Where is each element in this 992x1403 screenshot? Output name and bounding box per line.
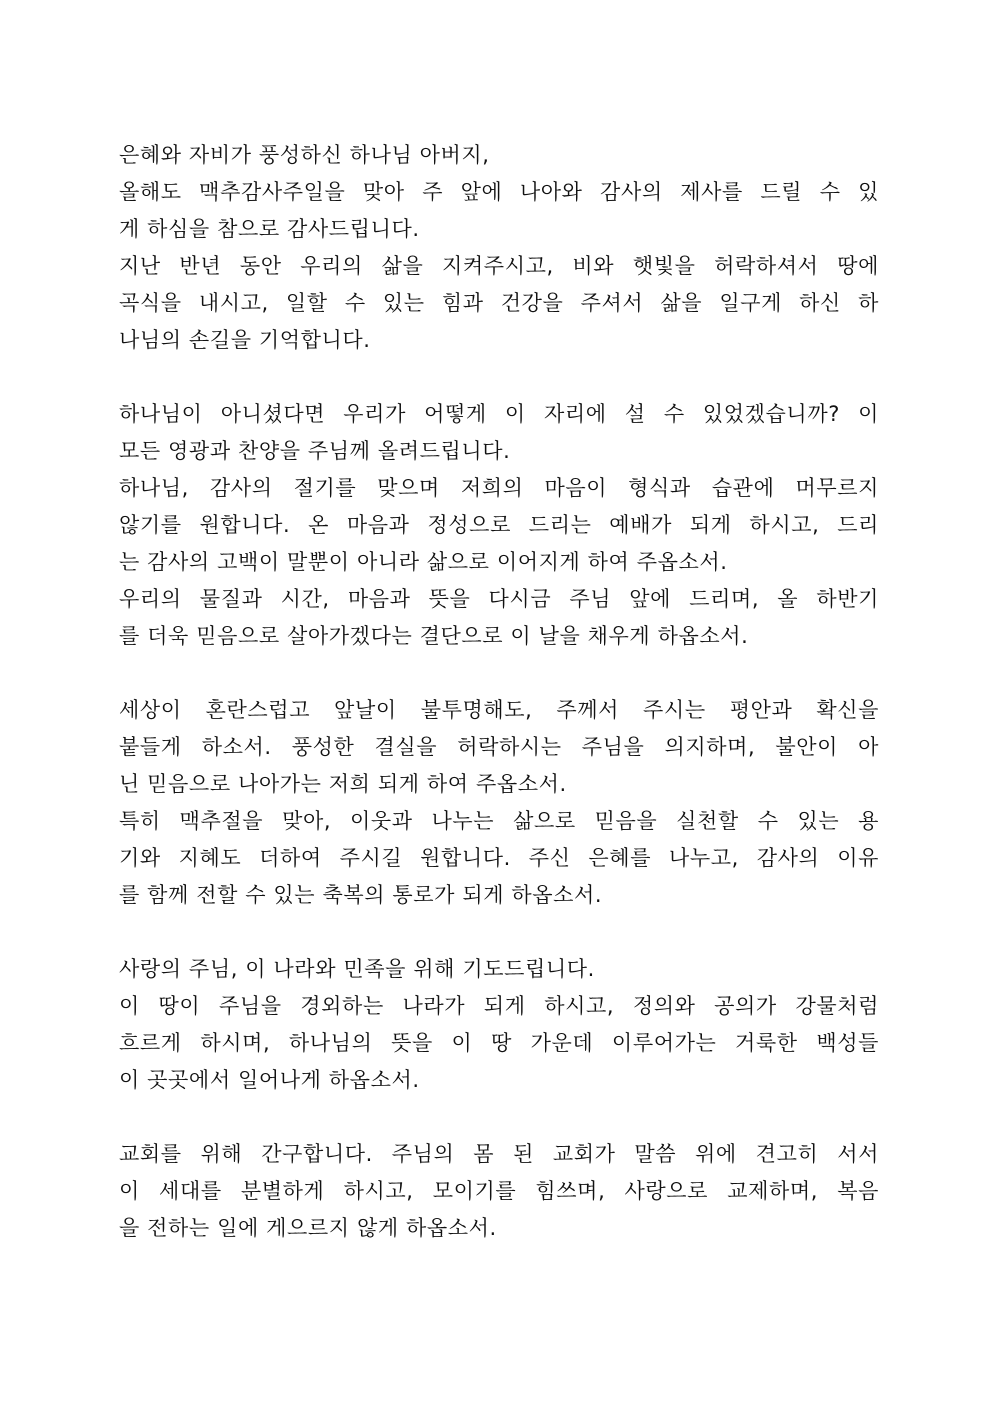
text-line: 를 더욱 믿음으로 살아가겠다는 결단으로 이 날을 채우게 하옵소서. <box>119 624 749 648</box>
text-line: 는 감사의 고백이 말뿐이 아니라 삶으로 이어지게 하여 주옵소서. <box>119 550 728 574</box>
text-line: 특히 맥추절을 맞아, 이웃과 나누는 삶으로 믿음을 실천할 수 있는 용 <box>119 809 879 833</box>
text-line: 기와 지혜도 더하여 주시길 원합니다. 주신 은혜를 나누고, 감사의 이유 <box>119 846 879 870</box>
text-line: 닌 믿음으로 나아가는 저희 되게 하여 주옵소서. <box>119 772 567 796</box>
paragraph-gap <box>119 914 879 951</box>
text-line: 흐르게 하시며, 하나님의 뜻을 이 땅 가운데 이루어가는 거룩한 백성들 <box>119 1031 879 1055</box>
text-line: 하나님이 아니셨다면 우리가 어떻게 이 자리에 설 수 있었겠습니까? 이 <box>119 402 879 426</box>
text-line: 을 전하는 일에 게으르지 않게 하옵소서. <box>119 1216 497 1240</box>
text-line: 은혜와 자비가 풍성하신 하나님 아버지, <box>119 143 490 167</box>
prayer-body-text <box>119 137 879 1247</box>
text-line: 교회를 위해 간구합니다. 주님의 몸 된 교회가 말씀 위에 견고히 서서 <box>119 1142 879 1166</box>
text-line: 하나님, 감사의 절기를 맞으며 저희의 마음이 형식과 습관에 머무르지 <box>119 476 879 500</box>
paragraph-gap <box>119 359 879 396</box>
text-line: 이 땅이 주님을 경외하는 나라가 되게 하시고, 정의와 공의가 강물처럼 <box>119 994 879 1018</box>
text-line: 를 함께 전할 수 있는 축복의 통로가 되게 하옵소서. <box>119 883 603 907</box>
text-line: 않기를 원합니다. 온 마음과 정성으로 드리는 예배가 되게 하시고, 드리 <box>119 513 879 537</box>
text-line: 이 곳곳에서 일어나게 하옵소서. <box>119 1068 420 1092</box>
text-line: 곡식을 내시고, 일할 수 있는 힘과 건강을 주셔서 삶을 일구게 하신 하 <box>119 291 879 315</box>
text-line: 올해도 맥추감사주일을 맞아 주 앞에 나아와 감사의 제사를 드릴 수 있 <box>119 180 879 204</box>
text-line: 붙들게 하소서. 풍성한 결실을 허락하시는 주님을 의지하며, 불안이 아 <box>119 735 879 759</box>
text-line: 이 세대를 분별하게 하시고, 모이기를 힘쓰며, 사랑으로 교제하며, 복음 <box>119 1179 879 1203</box>
text-line: 게 하심을 참으로 감사드립니다. <box>119 217 420 241</box>
paragraph-gap <box>119 655 879 692</box>
text-line: 우리의 물질과 시간, 마음과 뜻을 다시금 주님 앞에 드리며, 올 하반기 <box>119 587 879 611</box>
text-line: 모든 영광과 찬양을 주님께 올려드립니다. <box>119 439 511 463</box>
text-line: 나님의 손길을 기억합니다. <box>119 328 371 352</box>
text-line: 세상이 혼란스럽고 앞날이 불투명해도, 주께서 주시는 평안과 확신을 <box>119 698 879 722</box>
text-line: 지난 반년 동안 우리의 삶을 지켜주시고, 비와 햇빛을 허락하셔서 땅에 <box>119 254 879 278</box>
paragraph-gap <box>119 1099 879 1136</box>
text-line: 사랑의 주님, 이 나라와 민족을 위해 기도드립니다. <box>119 957 595 981</box>
